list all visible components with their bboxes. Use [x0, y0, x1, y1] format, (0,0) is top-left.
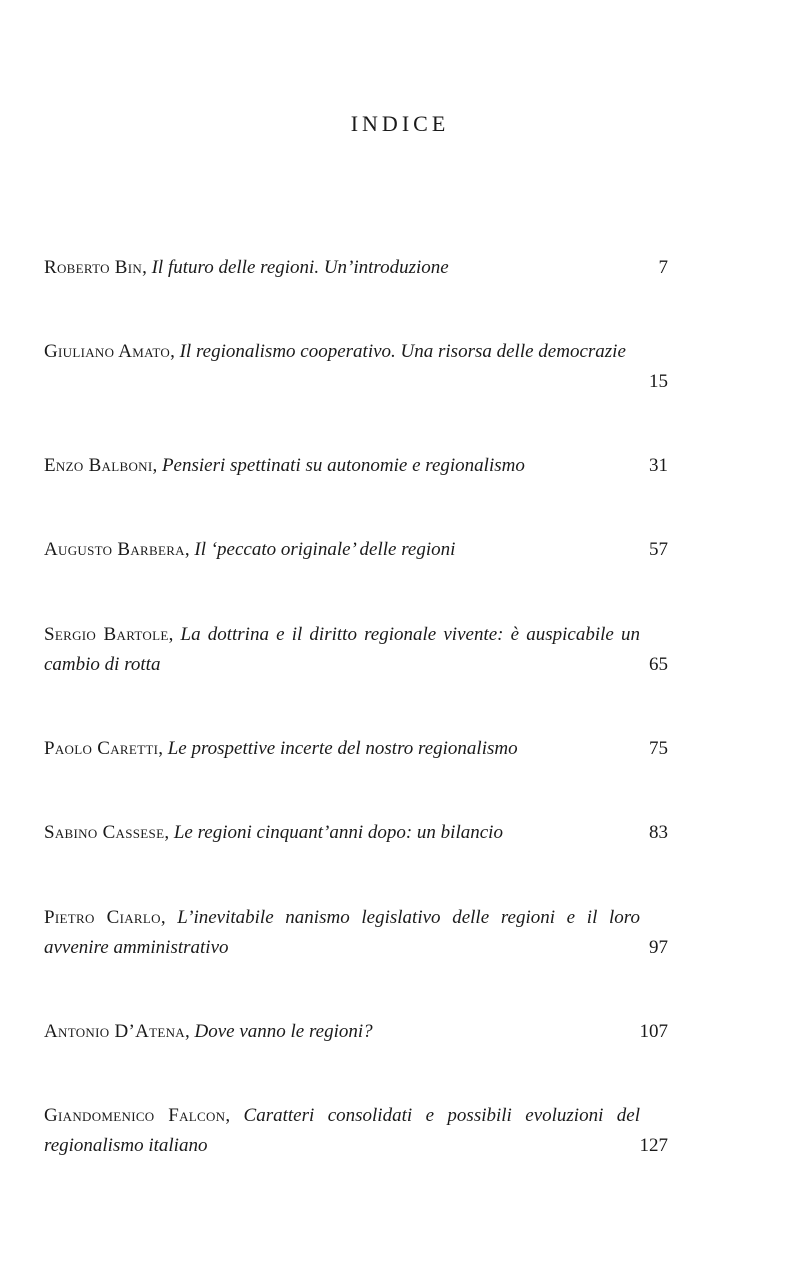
page-number: 83 — [649, 822, 668, 843]
author-name: Pietro Ciarlo — [44, 907, 161, 928]
author-name: Enzo Balboni — [44, 455, 153, 476]
essay-title: Pensieri spettinati su autonomie e regionalismo — [161, 455, 525, 476]
page-number: 31 — [649, 455, 668, 476]
page-number: 107 — [639, 1021, 668, 1042]
page-title: INDICE — [350, 111, 450, 136]
essay-title: La dottrina e il diritto regionale vivente: è auspicabile un cambio di rotta — [44, 624, 641, 675]
essay-title: Le prospettive incerte del nostro regionalismo — [167, 738, 518, 759]
essay-title: Caratteri consolidati e possibili evoluzioni del regionalismo italiano — [44, 1105, 640, 1156]
author-name: Giuliano Amato — [44, 341, 171, 362]
essay-title: L’inevitabile nanismo legislativo delle regioni e il loro avvenire amministrativo — [44, 907, 640, 958]
author-name: Sergio Bartole — [44, 624, 169, 645]
toc-entry: Sabino Cassese, Le regioni cinquant’anni dopo: un bilancio — [44, 822, 503, 843]
page-number: 7 — [658, 257, 668, 278]
author-name: Giandomenico Falcon — [44, 1105, 226, 1126]
page-number: 57 — [649, 539, 668, 560]
essay-title: Dove vanno le regioni? — [194, 1021, 373, 1042]
toc-entry: Roberto Bin, Il futuro delle regioni. Un’introduzione — [44, 257, 449, 278]
essay-title: Il regionalismo cooperativo. Una risorsa delle democrazie — [179, 341, 626, 362]
author-name: Roberto Bin — [44, 257, 143, 278]
page-number: 15 — [649, 371, 668, 392]
essay-title: Le regioni cinquant’anni dopo: un bilancio — [173, 822, 503, 843]
toc-entry: Augusto Barbera, Il ‘peccato originale’ delle regioni — [44, 539, 456, 560]
toc-entry: Pietro Ciarlo, L’inevitabile nanismo legislativo delle regioni e il loro avvenire amministrativo — [44, 907, 640, 958]
toc-entry: Enzo Balboni, Pensieri spettinati su autonomie e regionalismo — [44, 455, 525, 476]
essay-title: Il futuro delle regioni. Un’introduzione — [151, 257, 449, 278]
page-number: 127 — [639, 1135, 668, 1156]
toc-entry: Paolo Caretti, Le prospettive incerte del nostro regionalismo — [44, 738, 518, 759]
author-name: Sabino Cassese — [44, 822, 165, 843]
page-number: 75 — [649, 738, 668, 759]
author-name: Paolo Caretti — [44, 738, 159, 759]
author-name: Augusto Barbera — [44, 539, 185, 560]
toc-entry: Giandomenico Falcon, Caratteri consolidati e possibili evoluzioni del regionalismo italiano — [44, 1105, 640, 1156]
toc-entry: Sergio Bartole, La dottrina e il diritto regionale vivente: è auspicabile un cambio di rotta — [44, 624, 641, 675]
essay-title: Il ‘peccato originale’ delle regioni — [194, 539, 456, 560]
page-number: 97 — [649, 937, 668, 958]
toc-entry: Giuliano Amato, Il regionalismo cooperativo. Una risorsa delle democrazie — [44, 341, 626, 362]
page-number: 65 — [649, 654, 668, 675]
toc-entry: Antonio D’Atena, Dove vanno le regioni? — [44, 1021, 373, 1042]
author-name: Antonio D’Atena — [44, 1021, 185, 1042]
